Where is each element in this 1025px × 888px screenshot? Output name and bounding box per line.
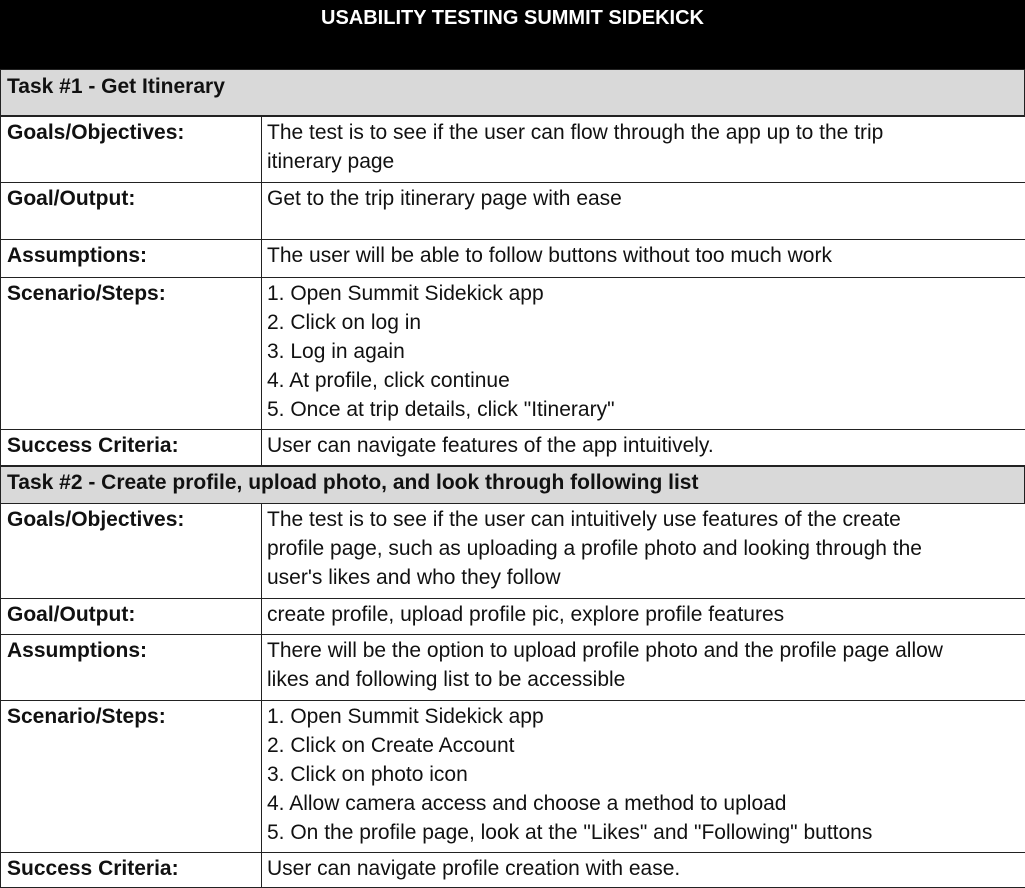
value-line: create profile, upload profile pic, explore profile features <box>267 603 785 626</box>
task-2-success-row <box>0 852 1025 888</box>
task-2-header: Task #2 - Create profile, upload photo, and look through following list <box>0 466 1025 504</box>
row-value <box>261 429 1025 466</box>
row-value <box>261 700 1025 853</box>
task-1-success-row <box>0 429 1025 466</box>
step-line: 3. Log in again <box>267 340 405 363</box>
task-2-output-row <box>0 598 1025 635</box>
row-label: Goals/Objectives: <box>0 116 262 183</box>
value-line: user's likes and who they follow <box>267 566 561 589</box>
value-line: Get to the trip itinerary page with ease <box>267 187 622 210</box>
row-value <box>261 277 1025 430</box>
row-label: Scenario/Steps: <box>0 277 262 430</box>
row-label: Assumptions: <box>0 239 262 278</box>
task-1-output-row <box>0 182 1025 240</box>
row-label: Success Criteria: <box>0 852 262 888</box>
value-line: There will be the option to upload profile photo and the profile page allow <box>267 639 943 662</box>
row-label: Goal/Output: <box>0 182 262 240</box>
value-line: User can navigate features of the app intuitively. <box>267 434 714 457</box>
row-label: Assumptions: <box>0 634 262 701</box>
row-value <box>261 182 1025 240</box>
step-line: 3. Click on photo icon <box>267 763 468 786</box>
task-2-assumptions-row <box>0 634 1025 701</box>
task-1-goals-row <box>0 116 1025 183</box>
task-1-assumptions-row <box>0 239 1025 278</box>
row-label: Success Criteria: <box>0 429 262 466</box>
row-value <box>261 239 1025 278</box>
step-line: 2. Click on log in <box>267 311 422 334</box>
row-value <box>261 503 1025 599</box>
document-title: USABILITY TESTING SUMMIT SIDEKICK <box>0 0 1025 69</box>
value-line: profile page, such as uploading a profile photo and looking through the <box>267 537 922 560</box>
value-line: The test is to see if the user can flow through the app up to the trip <box>267 121 884 144</box>
row-label: Goal/Output: <box>0 598 262 635</box>
step-line: 5. Once at trip details, click "Itinerary" <box>267 398 615 421</box>
step-line: 4. Allow camera access and choose a method to upload <box>267 792 787 815</box>
step-line: 1. Open Summit Sidekick app <box>267 705 544 728</box>
step-line: 1. Open Summit Sidekick app <box>267 282 544 305</box>
value-line: The test is to see if the user can intuitively use features of the create <box>267 508 901 531</box>
step-line: 4. At profile, click continue <box>267 369 510 392</box>
row-label: Scenario/Steps: <box>0 700 262 853</box>
value-line: The user will be able to follow buttons without too much work <box>267 244 832 267</box>
task-2-steps-row <box>0 700 1025 853</box>
row-label: Goals/Objectives: <box>0 503 262 599</box>
step-line: 2. Click on Create Account <box>267 734 515 757</box>
row-value <box>261 116 1025 183</box>
value-line: likes and following list to be accessible <box>267 668 626 691</box>
value-line: User can navigate profile creation with ease. <box>267 857 681 880</box>
task-1-header: Task #1 - Get Itinerary <box>0 69 1025 116</box>
value-line: itinerary page <box>267 150 395 173</box>
step-line: 5. On the profile page, look at the "Likes" and "Following" buttons <box>267 821 873 844</box>
task-1-steps-row <box>0 277 1025 430</box>
task-2-goals-row <box>0 503 1025 599</box>
row-value <box>261 852 1025 888</box>
row-value <box>261 634 1025 701</box>
row-value <box>261 598 1025 635</box>
